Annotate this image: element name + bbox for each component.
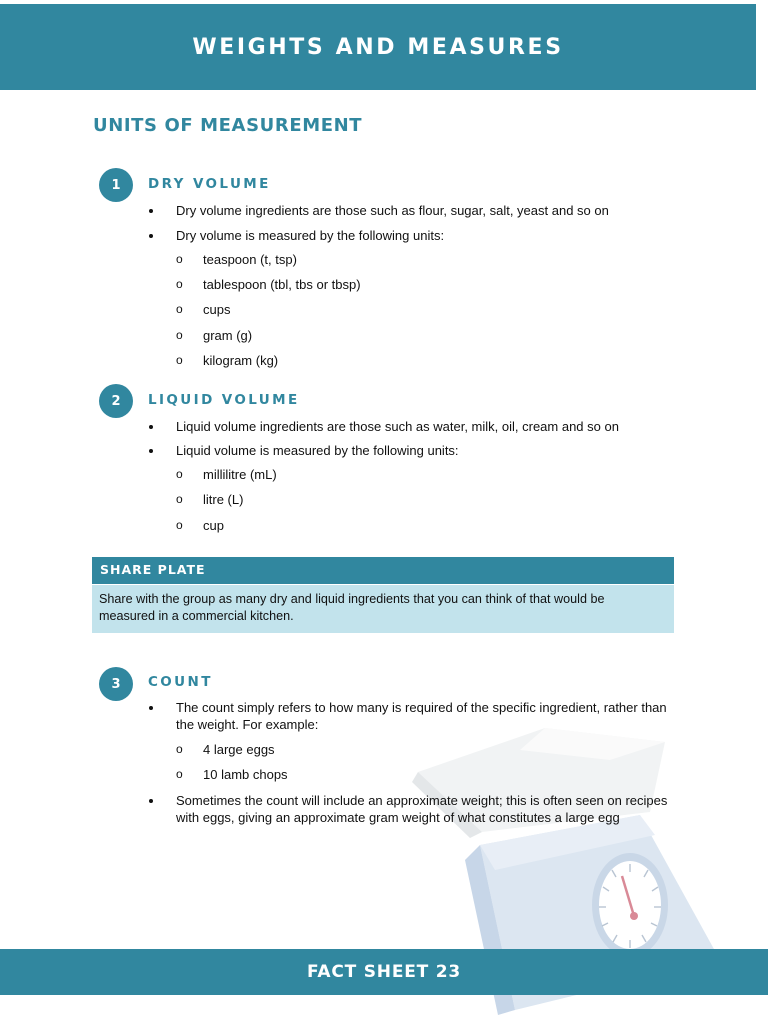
bullet-text: Sometimes the count will include an approximate weight; this is often seen on recipes with eggs, giving an approximate gram weight of what constitutes a large egg xyxy=(176,793,668,825)
sub-bullet-icon: o xyxy=(176,467,183,481)
share-plate-panel xyxy=(92,585,674,633)
sub-bullet-icon: o xyxy=(176,518,183,532)
bullet-text: The count simply refers to how many is required of the specific ingredient, rather than the weight. For example: xyxy=(176,700,667,732)
unit-text: tablespoon (tbl, tbs or tbsp) xyxy=(203,277,361,292)
unit-text: cup xyxy=(203,518,224,533)
share-plate-text: Share with the group as many dry and liquid ingredients that you can think of that would be measured in a commercial kitchen. xyxy=(99,592,605,623)
footer-bar xyxy=(0,949,768,995)
section-heading: UNITS OF MEASUREMENT xyxy=(93,115,363,136)
sub-bullet-icon: o xyxy=(176,742,183,756)
sub-bullet-icon: o xyxy=(176,252,183,266)
sub-bullet-icon: o xyxy=(176,353,183,367)
sub-bullet-icon: o xyxy=(176,767,183,781)
sub-bullet-icon: o xyxy=(176,328,183,342)
section-number-count: 3 xyxy=(99,667,133,701)
bullet-text: Dry volume ingredients are those such as flour, sugar, salt, yeast and so on xyxy=(176,203,609,218)
bullet-text: Dry volume is measured by the following units: xyxy=(176,228,445,243)
liquid-volume-heading: LIQUID VOLUME xyxy=(148,392,300,408)
share-plate-header xyxy=(92,557,674,584)
section-number-liquid: 2 xyxy=(99,384,133,418)
header-bar xyxy=(0,4,756,90)
example-text: 4 large eggs xyxy=(203,742,275,757)
dry-volume-heading: DRY VOLUME xyxy=(148,176,271,192)
sub-bullet-icon: o xyxy=(176,492,183,506)
bullet-text: Liquid volume is measured by the following units: xyxy=(176,443,459,458)
example-text: 10 lamb chops xyxy=(203,767,288,782)
section-number-dry: 1 xyxy=(99,168,133,202)
sub-bullet-icon: o xyxy=(176,302,183,316)
page-title: WEIGHTS AND MEASURES xyxy=(192,34,564,60)
unit-text: gram (g) xyxy=(203,328,253,343)
fact-sheet-label: FACT SHEET 23 xyxy=(306,962,462,982)
unit-text: millilitre (mL) xyxy=(203,467,277,482)
unit-text: cups xyxy=(203,302,231,317)
share-plate-title: SHARE PLATE xyxy=(100,562,206,577)
unit-text: teaspoon (t, tsp) xyxy=(203,252,297,267)
sub-bullet-icon: o xyxy=(176,277,183,291)
unit-text: kilogram (kg) xyxy=(203,353,279,368)
unit-text: litre (L) xyxy=(203,492,244,507)
bullet-text: Liquid volume ingredients are those such as water, milk, oil, cream and so on xyxy=(176,419,619,434)
count-heading: COUNT xyxy=(148,674,213,690)
